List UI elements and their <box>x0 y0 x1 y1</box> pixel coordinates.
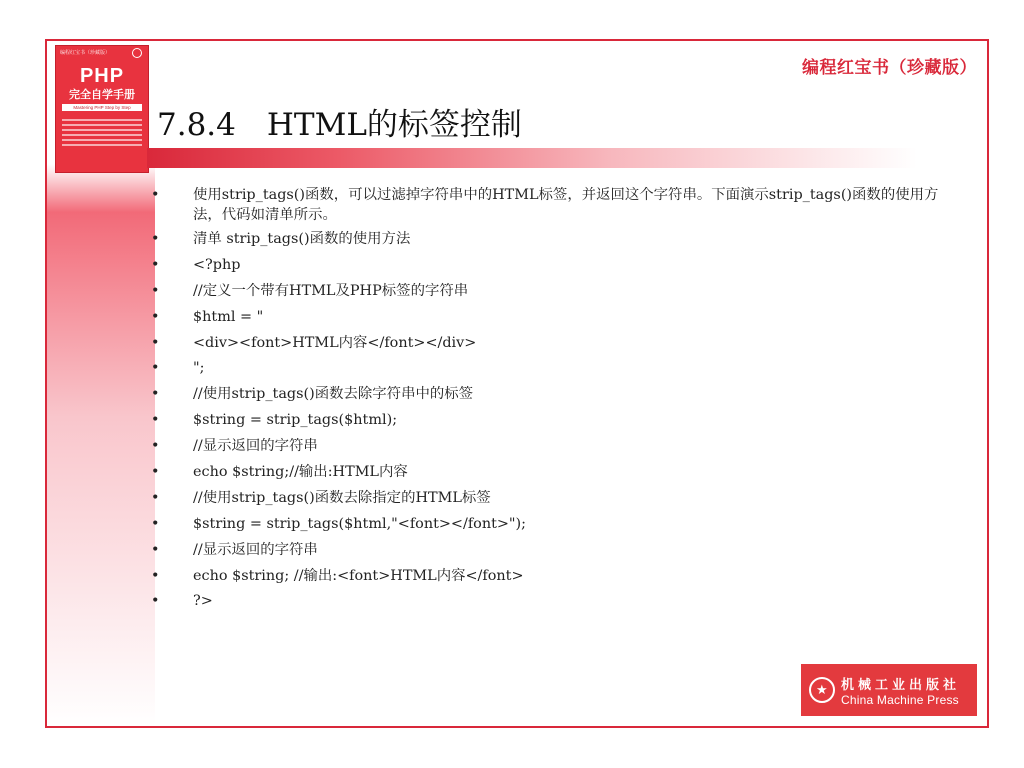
bullet-item <box>151 307 951 327</box>
bullet-text: $string = strip_tags($html); <box>193 412 398 429</box>
series-label: 编程红宝书（珍藏版） <box>802 58 977 78</box>
bullet-item <box>151 384 951 404</box>
bullet-text: //定义一个带有HTML及PHP标签的字符串 <box>193 282 469 299</box>
bullet-dot: • <box>151 386 160 403</box>
publisher-name-en: China Machine Press <box>841 692 959 707</box>
publisher-emblem-icon <box>809 677 835 703</box>
bullet-dot: • <box>151 187 160 203</box>
bullet-dot: • <box>151 593 160 610</box>
bullet-text: "; <box>193 360 205 377</box>
bullet-dot: • <box>151 231 160 247</box>
cover-logo-icon <box>132 48 142 58</box>
bullet-item <box>151 540 951 560</box>
bullet-item <box>151 358 951 378</box>
bullet-text: //使用strip_tags()函数去除指定的HTML标签 <box>193 489 491 506</box>
bullet-dot: • <box>151 256 160 273</box>
bullet-item <box>151 462 951 482</box>
bullet-item <box>151 333 951 353</box>
bullet-item <box>151 255 951 275</box>
bullet-item <box>151 281 951 301</box>
cover-php-text: PHP <box>79 65 125 87</box>
bullet-dot: • <box>151 489 160 506</box>
bullet-text: //显示返回的字符串 <box>193 541 318 558</box>
publisher-name-cn: 机械工业出版社 <box>841 677 961 693</box>
cover-series-text: 编程红宝书（珍藏版） <box>60 50 111 56</box>
bullet-text: <?php <box>193 256 241 273</box>
bullet-dot: • <box>151 464 160 481</box>
bullet-dot: • <box>151 308 160 325</box>
bullet-dot: • <box>151 567 160 584</box>
title-underline-bar <box>147 148 917 168</box>
bullet-item <box>151 185 951 225</box>
cover-text-lines <box>62 119 142 146</box>
bullet-item <box>151 591 951 611</box>
slide-frame <box>45 39 989 728</box>
bullet-text: echo $string; //输出:<font>HTML内容</font> <box>193 567 524 584</box>
bullet-item <box>151 514 951 534</box>
bullet-item <box>151 488 951 508</box>
bullet-text: $string = strip_tags($html,"<font></font>"); <box>193 515 527 532</box>
bullet-dot: • <box>151 412 160 429</box>
bullet-text: 使用strip_tags()函数，可以过滤掉字符串中的HTML标签，并返回这个字符串。下面演示strip_tags()函数的使用方法，代码如清单所示。 <box>193 187 939 223</box>
bullet-item <box>151 410 951 430</box>
bullet-text: ?> <box>193 593 213 610</box>
bullet-item <box>151 566 951 586</box>
bullet-dot: • <box>151 282 160 299</box>
bullet-dot: • <box>151 515 160 532</box>
bullet-item <box>151 436 951 456</box>
bullet-list <box>151 185 951 617</box>
bullet-dot: • <box>151 438 160 455</box>
bullet-text: //显示返回的字符串 <box>193 438 318 455</box>
bullet-text: 清单 strip_tags()函数的使用方法 <box>193 231 411 247</box>
bullet-text: echo $string;//输出:HTML内容 <box>193 464 408 481</box>
bullet-text: <div><font>HTML内容</font></div> <box>193 334 477 351</box>
cover-title: 完全自学手册 <box>69 89 135 101</box>
bullet-text: $html = " <box>193 308 264 325</box>
cover-subtitle: Mastering PHP Step by Step <box>62 104 142 111</box>
book-cover-image <box>55 45 149 173</box>
bullet-dot: • <box>151 541 160 558</box>
publisher-logo <box>801 664 977 716</box>
bullet-item <box>151 229 951 249</box>
bullet-dot: • <box>151 334 160 351</box>
slide-title: 7.8.4 HTML的标签控制 <box>157 107 522 143</box>
bullet-text: //使用strip_tags()函数去除字符串中的标签 <box>193 386 474 403</box>
bullet-dot: • <box>151 360 160 377</box>
